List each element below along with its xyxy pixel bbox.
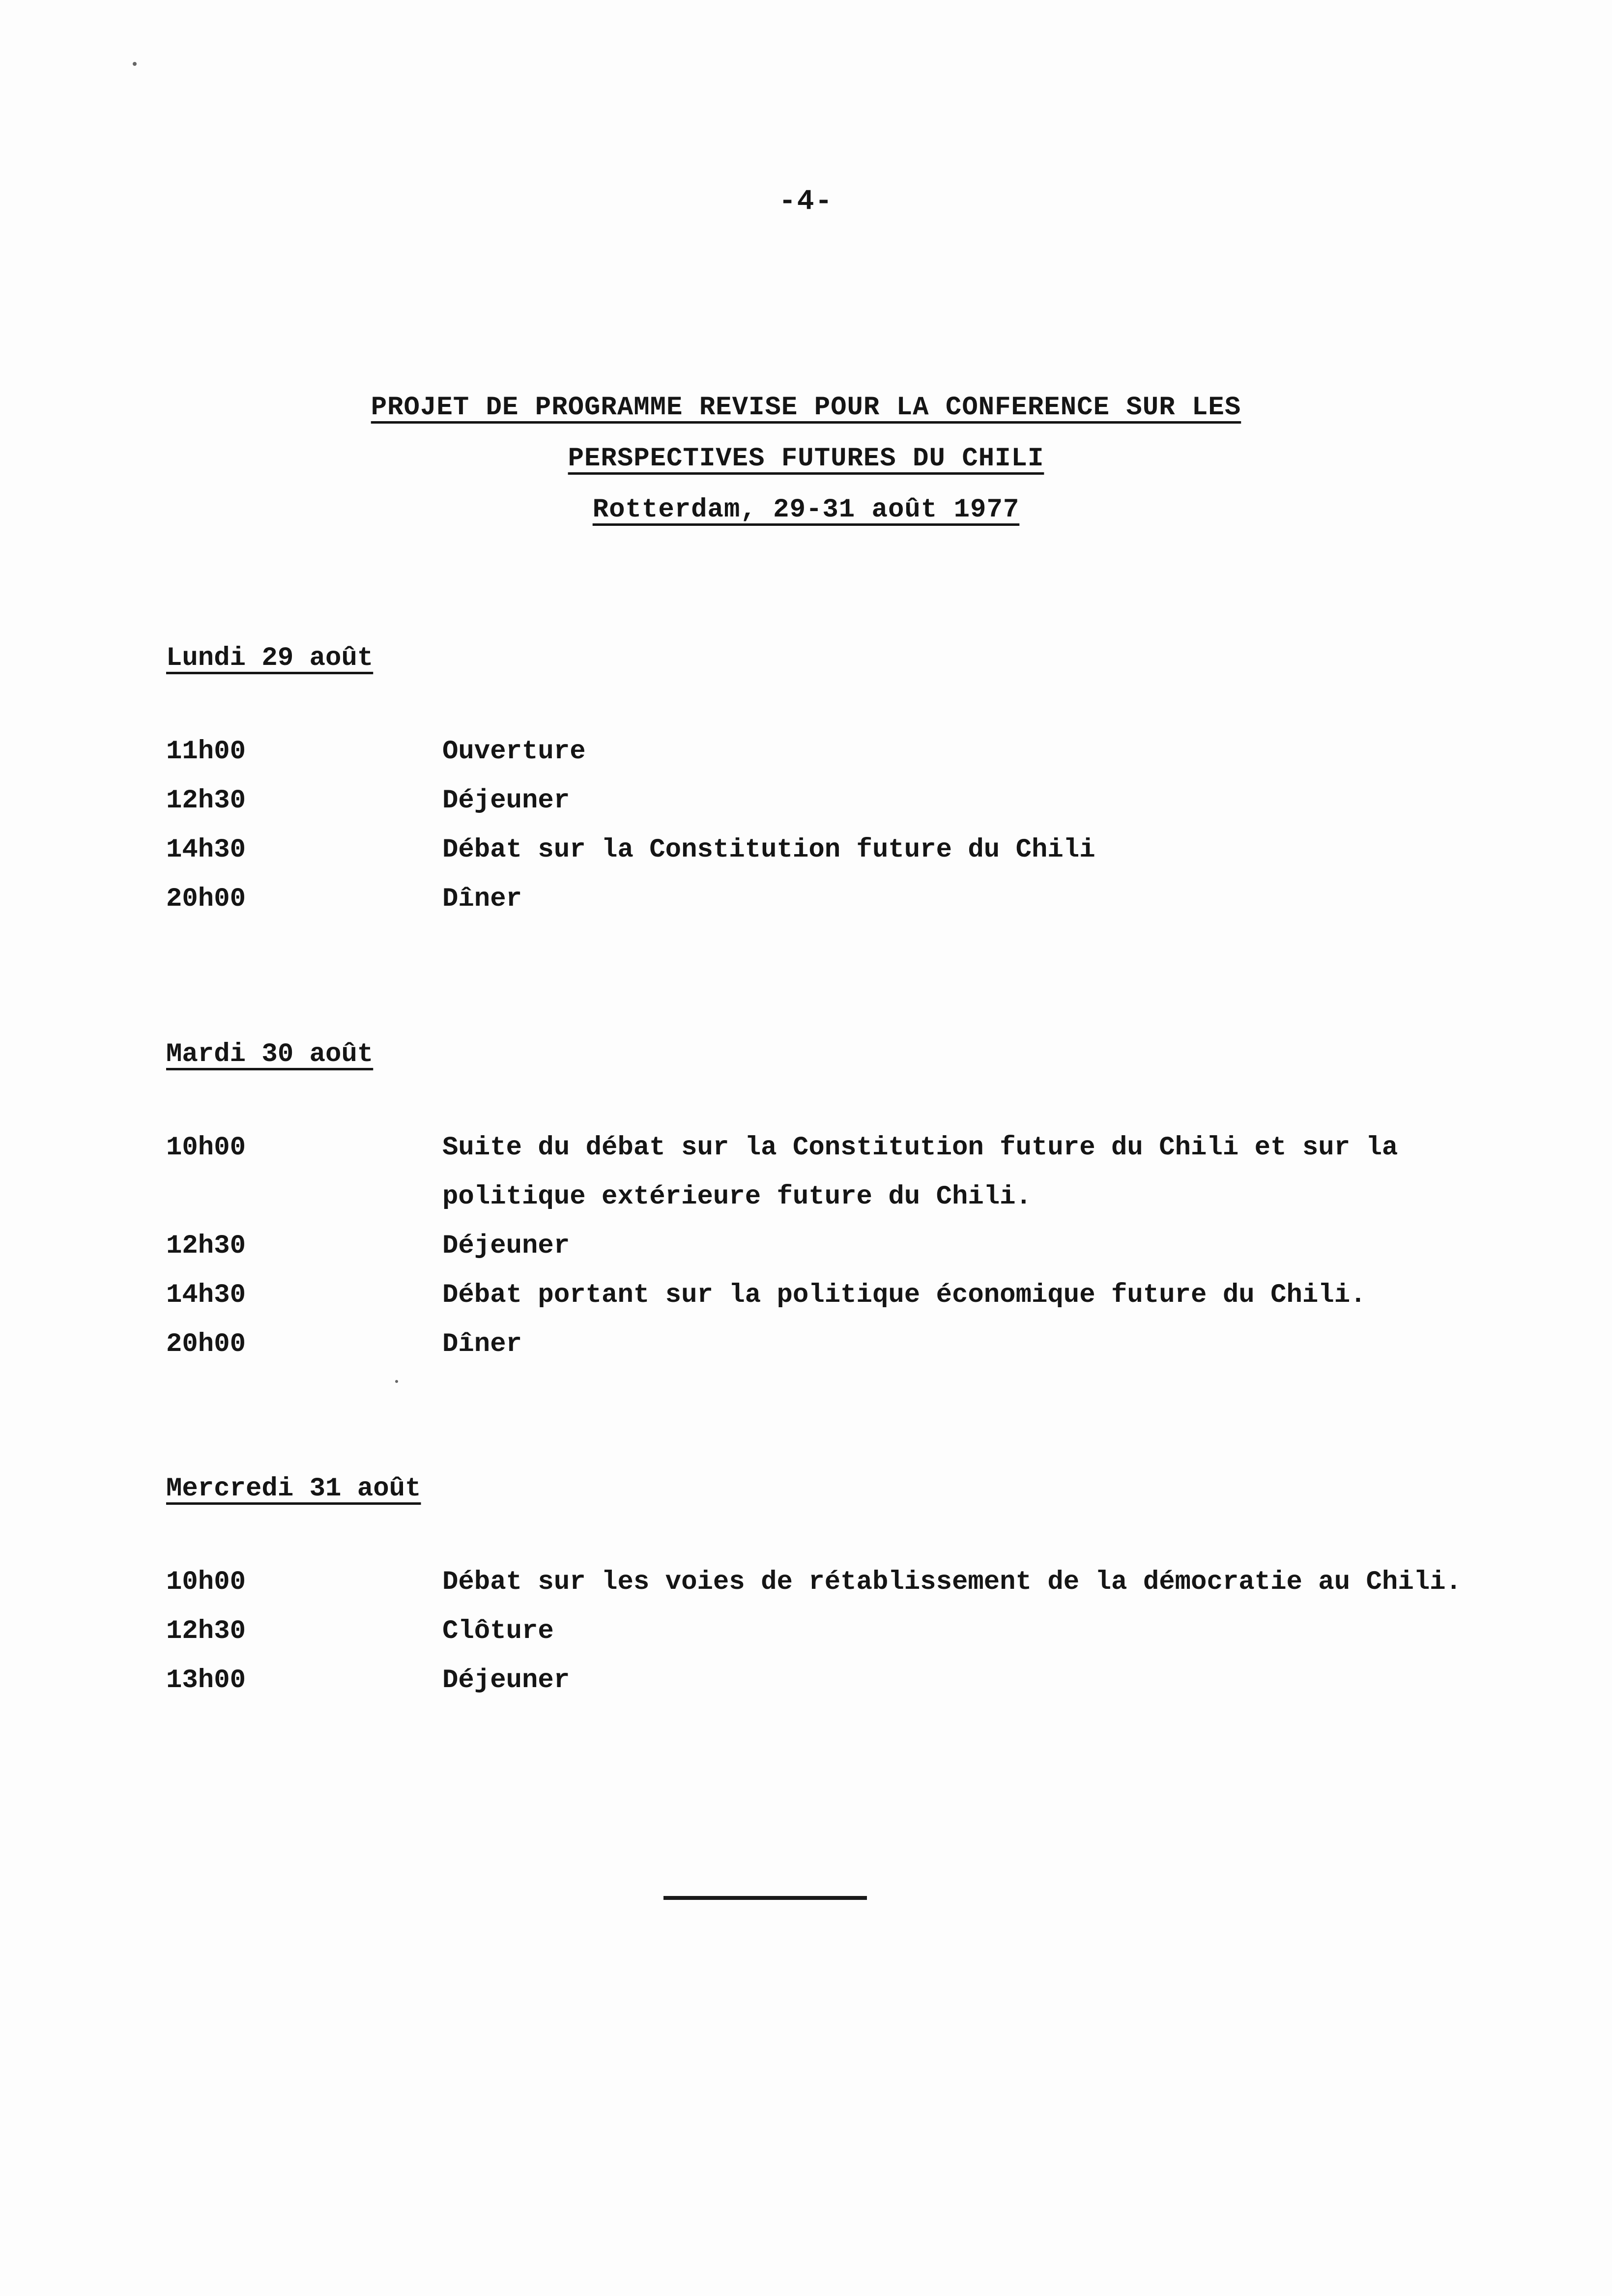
schedule-row: [166, 1320, 1542, 1369]
schedule-row: [166, 727, 1542, 776]
schedule-time: 10h00: [166, 1133, 246, 1163]
day-heading: Mercredi 31 août: [166, 1474, 421, 1504]
schedule-event: Ouverture: [442, 737, 586, 767]
schedule-event: Déjeuner: [442, 786, 570, 816]
schedule-time: 10h00: [166, 1567, 246, 1597]
schedule-time: 12h30: [166, 786, 246, 816]
schedule-time: 12h30: [166, 1616, 246, 1646]
schedule-time: 14h30: [166, 835, 246, 865]
schedule-time: 20h00: [166, 1329, 246, 1359]
schedule-event: Clôture: [442, 1616, 554, 1646]
schedule-row: [166, 1271, 1542, 1320]
day-section-wednesday: [166, 1464, 1542, 1705]
schedule-row: [166, 1656, 1542, 1705]
title-line-3: Rotterdam, 29-31 août 1977: [592, 495, 1020, 525]
schedule-row: [166, 1222, 1542, 1271]
schedule-time: 12h30: [166, 1231, 246, 1261]
day-section-monday: [166, 634, 1542, 924]
schedule-row: [166, 1123, 1542, 1222]
schedule-event: Déjeuner: [442, 1665, 570, 1695]
schedule-time: 20h00: [166, 884, 246, 914]
schedule-time: 14h30: [166, 1280, 246, 1310]
schedule-event: Déjeuner: [442, 1231, 570, 1261]
schedule-time: 13h00: [166, 1665, 246, 1695]
title-line-1: PROJET DE PROGRAMME REVISE POUR LA CONFERENCE SUR LES: [371, 393, 1241, 423]
page-number: -4-: [778, 186, 834, 218]
schedule-time: 11h00: [166, 737, 246, 767]
schedule-event: Débat sur la Constitution future du Chili: [442, 835, 1095, 865]
day-heading: Mardi 30 août: [166, 1039, 374, 1069]
schedule-row: [166, 1558, 1542, 1607]
title-line-2: PERSPECTIVES FUTURES DU CHILI: [568, 444, 1044, 474]
schedule-event: Débat portant sur la politique économique future du Chili.: [442, 1280, 1366, 1310]
day-section-tuesday: [166, 1030, 1542, 1369]
schedule-event: Suite du débat sur la Constitution future du Chili et sur la politique extérieure future du Chili.: [442, 1133, 1414, 1212]
schedule-row: [166, 826, 1542, 875]
end-divider: [663, 1896, 867, 1900]
schedule-row: [166, 776, 1542, 826]
scan-speck: [395, 1380, 398, 1383]
schedule-event: Dîner: [442, 1329, 522, 1359]
schedule-event: Dîner: [442, 884, 522, 914]
schedule-row: [166, 875, 1542, 924]
document-title: [0, 382, 1612, 536]
day-heading: Lundi 29 août: [166, 643, 374, 673]
scan-speck: [133, 62, 137, 66]
schedule-row: [166, 1607, 1542, 1656]
schedule-event: Débat sur les voies de rétablissement de la démocratie au Chili.: [442, 1567, 1462, 1597]
